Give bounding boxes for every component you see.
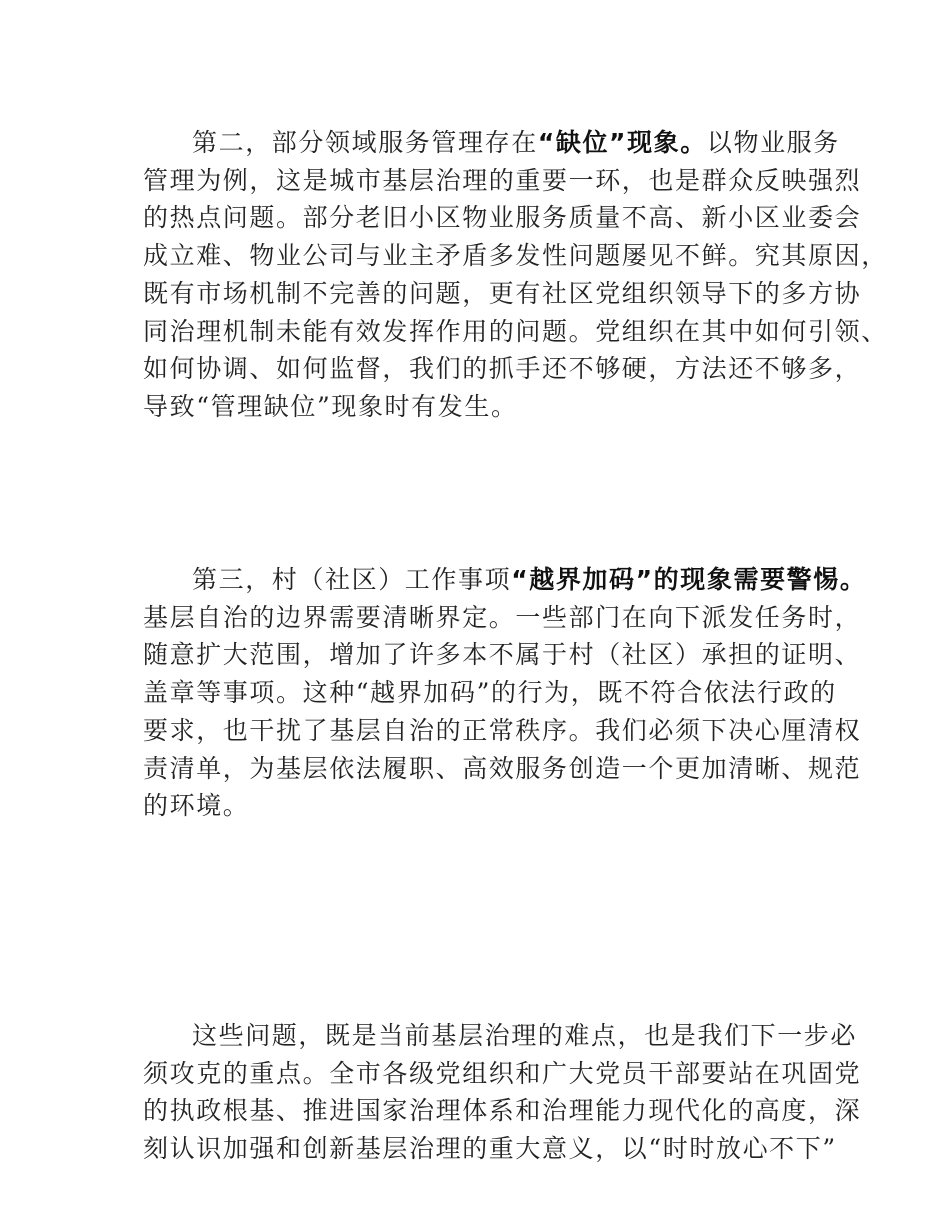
paragraph-2-line-3: [143, 639, 861, 671]
body-text: 刻认识加强和创新基层治理的重大意义，以“时时放心不下”: [143, 1134, 837, 1164]
body-text: 导致“管理缺位”现象时有发生。: [143, 391, 518, 421]
body-text: 管理为例，这是城市基层治理的重要一环，也是群众反映强烈: [143, 165, 862, 195]
paragraph-2-line-5: [143, 715, 861, 747]
paragraph-1-line-3: [143, 202, 861, 234]
paragraph-1-line-8: [143, 391, 518, 423]
paragraph-1-line-6: [143, 316, 888, 348]
emphasis-text: “越界加码”的现象需要警惕。: [511, 565, 867, 594]
paragraph-3-line-3: [143, 1095, 861, 1127]
paragraph-3-line-4: [143, 1133, 837, 1165]
body-text: 同治理机制未能有效发挥作用的问题。党组织在其中如何引领、: [143, 316, 888, 346]
paragraph-1-line-1: [192, 127, 840, 159]
paragraph-3-line-1: [192, 1020, 857, 1052]
paragraph-2-line-2: [143, 602, 861, 634]
paragraph-1-line-4: [143, 240, 888, 272]
body-text: 的热点问题。部分老旧小区物业服务质量不高、新小区业委会: [143, 203, 862, 233]
body-text: 这些问题，既是当前基层治理的难点，也是我们下一步必: [192, 1021, 858, 1050]
body-text: 须攻克的重点。全市各级党组织和广大党员干部要站在巩固党: [143, 1058, 862, 1088]
body-text: 盖章等事项。这种“越界加码”的行为，既不符合依法行政的: [143, 678, 837, 708]
paragraph-2-line-7: [143, 790, 249, 822]
paragraph-2-line-4: [143, 677, 837, 709]
paragraph-2-line-6: [143, 753, 861, 785]
body-text: 的环境。: [143, 791, 250, 821]
paragraph-3-line-2: [143, 1058, 861, 1090]
paragraph-1-line-2: [143, 165, 861, 197]
paragraph-1-line-5: [143, 278, 861, 310]
body-text: 基层自治的边界需要清晰界定。一些部门在向下派发任务时，: [143, 602, 862, 632]
body-text: 责清单，为基层依法履职、高效服务创造一个更加清晰、规范: [143, 753, 862, 783]
body-text: 既有市场机制不完善的问题，更有社区党组织领导下的多方协: [143, 278, 862, 308]
paragraph-2-line-1: [192, 564, 866, 596]
body-text: 的执政根基、推进国家治理体系和治理能力现代化的高度，深: [143, 1096, 862, 1126]
body-text: 以物业服务: [706, 128, 840, 157]
emphasis-text: “缺位”现象。: [537, 128, 707, 157]
body-text: 随意扩大范围，增加了许多本不属于村（社区）承担的证明、: [143, 640, 862, 670]
body-text: 要求，也干扰了基层自治的正常秩序。我们必须下决心厘清权: [143, 715, 862, 745]
body-text: 第三，村（社区）工作事项: [192, 565, 512, 594]
body-text: 第二，部分领域服务管理存在: [192, 128, 538, 157]
body-text: 成立难、物业公司与业主矛盾多发性问题屡见不鲜。究其原因，: [143, 241, 888, 271]
body-text: 如何协调、如何监督，我们的抓手还不够硬，方法还不够多，: [143, 354, 862, 384]
paragraph-1-line-7: [143, 353, 861, 385]
